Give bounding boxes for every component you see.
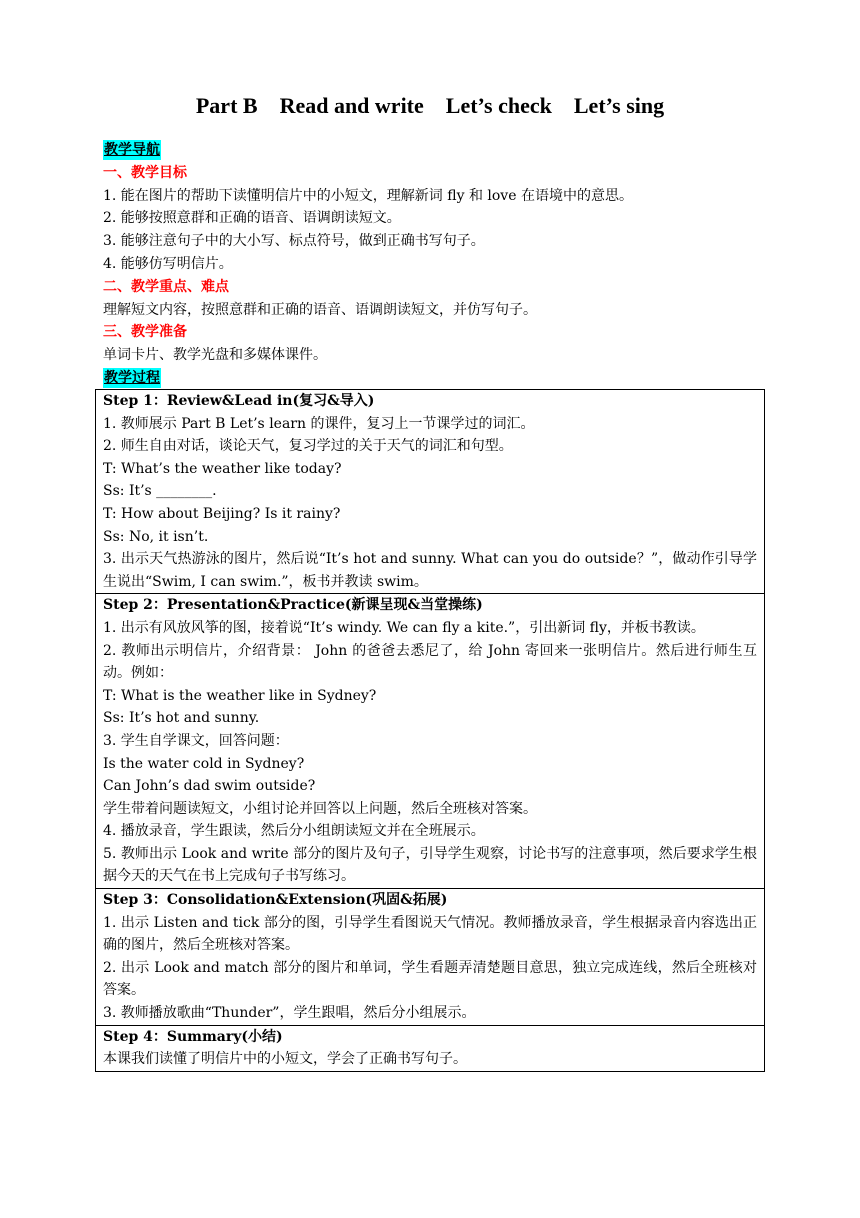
step-line: 3. 学生自学课文，回答问题： xyxy=(103,732,289,749)
objectives-heading: 一、教学目标 xyxy=(103,164,187,181)
step-cell xyxy=(96,390,765,594)
table-row xyxy=(96,889,765,1026)
objective-item: 3. 能够注意句子中的大小写、标点符号，做到正确书写句子。 xyxy=(103,233,485,250)
step-line: 4. 播放录音，学生跟读，然后分小组朗读短文并在全班展示。 xyxy=(103,823,485,840)
table-row xyxy=(96,594,765,889)
step-line: 3. 出示天气热游泳的图片，然后说“It’s hot and sunny. What can you do outside？”，做动作引导学生说出“Swim, I can swim.”，板书并教读 swim。 xyxy=(103,551,757,590)
teaching-guide-heading: 教学导航 xyxy=(104,142,160,158)
step-line: 2. 师生自由对话，谈论天气，复习学过的关于天气的词汇和句型。 xyxy=(103,438,513,455)
objective-item: 2. 能够按照意群和正确的语音、语调朗读短文。 xyxy=(103,210,401,227)
step-cell xyxy=(96,889,765,1026)
teaching-process-table xyxy=(95,389,765,1072)
step-title: Step 1：Review&Lead in(复习&导入) xyxy=(103,393,375,409)
step-line: Ss: No, it isn’t. xyxy=(103,528,209,545)
preparation-heading: 三、教学准备 xyxy=(103,324,187,341)
step-title: Step 3：Consolidation&Extension(巩固&拓展) xyxy=(103,892,448,909)
step-title: Step 4：Summary(小结) xyxy=(103,1028,283,1045)
teaching-process-heading: 教学过程 xyxy=(104,369,160,386)
step-line: Is the water cold in Sydney? xyxy=(103,755,305,772)
step-line: T: How about Beijing? Is it rainy? xyxy=(103,505,341,522)
step-line: 1. 出示有风放风筝的图，接着说“It’s windy. We can fly a kite.”，引出新词 fly，并板书教读。 xyxy=(103,619,705,636)
step-line: 1. 出示 Listen and tick 部分的图，引导学生看图说天气情况。教师播放录音，学生根据录音内容选出正确的图片，然后全班核对答案。 xyxy=(103,914,757,954)
teaching-guide xyxy=(103,139,763,390)
objective-item: 1. 能在图片的帮助下读懂明信片中的小短文，理解新词 fly 和 love 在语境中的意思。 xyxy=(103,187,633,204)
preparation-text: 单词卡片、教学光盘和多媒体课件。 xyxy=(103,347,327,364)
step-line: T: What’s the weather like today? xyxy=(103,460,342,477)
step-line: 5. 教师出示 Look and write 部分的图片及句子，引导学生观察，讨论书写的注意事项，然后要求学生根据今天的天气在书上完成句子书写练习。 xyxy=(103,845,757,885)
step-title: Step 2：Presentation&Practice(新课呈现&当堂操练) xyxy=(103,597,483,614)
step-cell xyxy=(96,1025,765,1071)
key-points-heading: 二、教学重点、难点 xyxy=(103,278,229,295)
step-line: 本课我们读懂了明信片中的小短文，学会了正确书写句子。 xyxy=(103,1051,467,1068)
step-line: Ss: It’s ________. xyxy=(103,483,217,500)
table-row xyxy=(96,390,765,594)
step-line: Ss: It’s hot and sunny. xyxy=(103,710,260,727)
step-line: Can John’s dad swim outside? xyxy=(103,778,316,795)
step-line: 1. 教师展示 Part B Let’s learn 的课件，复习上一节课学过的词汇。 xyxy=(103,415,535,432)
step-line: 2. 教师出示明信片，介绍背景： John 的爸爸去悉尼了，给 John 寄回来一张明信片。然后进行师生互动。例如： xyxy=(103,642,757,682)
step-line: 3. 教师播放歌曲“Thunder”，学生跟唱，然后分小组展示。 xyxy=(103,1005,476,1022)
objective-item: 4. 能够仿写明信片。 xyxy=(103,255,233,272)
step-line: T: What is the weather like in Sydney? xyxy=(103,687,377,704)
step-line: 2. 出示 Look and match 部分的图片和单词，学生看题弄清楚题目意思，独立完成连线，然后全班核对答案。 xyxy=(103,959,757,999)
step-line: 学生带着问题读短文，小组讨论并回答以上问题，然后全班核对答案。 xyxy=(103,800,537,817)
step-cell xyxy=(96,594,765,889)
table-row xyxy=(96,1025,765,1071)
page-title: Part B Read and write Let’s check Let’s sing xyxy=(195,93,665,118)
key-points-text: 理解短文内容，按照意群和正确的语音、语调朗读短文，并仿写句子。 xyxy=(103,301,537,318)
